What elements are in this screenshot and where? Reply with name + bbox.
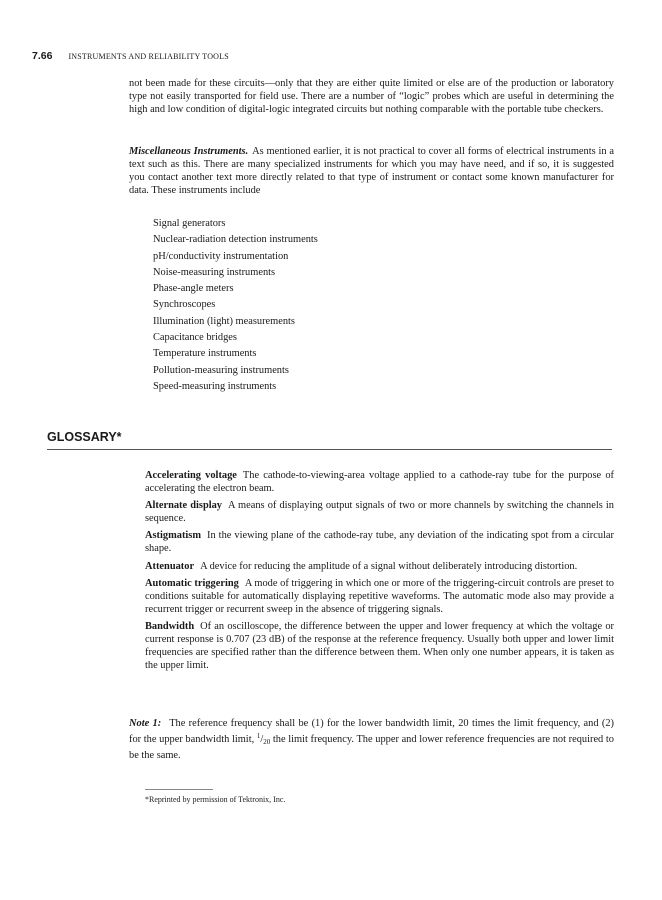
list-item: Pollution-measuring instruments: [153, 364, 289, 376]
list-item: Nuclear-radiation detection instruments: [153, 234, 318, 246]
glossary-divider: [47, 449, 612, 450]
glossary-term: Astigmatism: [145, 530, 201, 542]
glossary-entry: [145, 577, 614, 616]
glossary-term: Alternate display: [145, 500, 222, 512]
list-item: Illumination (light) measurements: [153, 315, 295, 327]
glossary-term: Bandwidth: [145, 620, 195, 632]
list-item: Noise-measuring instruments: [153, 266, 276, 278]
list-item: Synchroscopes: [153, 299, 216, 311]
misc-instruments-heading: Miscellaneous Instruments.: [129, 146, 249, 157]
glossary-definition: A means of displaying output signals of two or more channels by switching the channels in sequence.: [145, 500, 614, 525]
glossary-entry: [145, 620, 614, 672]
fraction-one-twentieth: $^1/_{20}$: [256, 732, 271, 747]
glossary-heading: GLOSSARY*: [47, 430, 122, 444]
glossary-term: Attenuator: [145, 560, 195, 572]
glossary-entry: [145, 529, 614, 555]
fraction-denominator: 20: [263, 738, 271, 747]
list-item: pH/conductivity instrumentation: [153, 250, 289, 262]
note-label: Note 1:: [129, 718, 162, 729]
footnote-divider: [145, 789, 213, 790]
list-item: Capacitance bridges: [153, 332, 237, 344]
glossary-definition: The cathode-to-viewing-area voltage applied to a cathode-ray tube for the purpose of accelerating the electron beam.: [145, 470, 615, 495]
bandwidth-note: [129, 717, 614, 762]
page-number: 7.66: [32, 50, 53, 62]
misc-instruments-text: As mentioned earlier, it is not practical to cover all forms of electrical instruments in a text such as this. There are many specialized instruments for which you may have need, and if so, it is suggested you contact another text more directly related to that type of instrument or contact some known manufacturer for data. These instruments include: [129, 146, 614, 197]
glossary-definition: Of an oscilloscope, the difference between the upper and lower frequency at which the voltage or current response is 0.707 (23 dB) of the response at the reference frequency. Usually both upper and lower limit frequencies are specified rather than the difference between them. When only one number appears, it is taken as the upper limit.: [145, 620, 614, 672]
list-item: Speed-measuring instruments: [153, 380, 277, 392]
list-item: Signal generators: [153, 218, 226, 229]
glossary-definition: A mode of triggering in which one or more of the triggering-circuit controls are preset to conditions suitable for automatically displaying repetitive waveforms. The automatic mode also may provide a recurrent trigger or recurrent sweep in the absence of triggering signals.: [145, 577, 614, 615]
footnote: *Reprinted by permission of Tektronix, Inc.: [145, 795, 286, 804]
glossary-definition: A device for reducing the amplitude of a signal without deliberately introducing distortion.: [200, 560, 578, 572]
fraction-numerator: 1: [256, 732, 261, 741]
misc-instruments-paragraph: [129, 145, 614, 197]
glossary-entry: [145, 469, 614, 495]
list-item: Phase-angle meters: [153, 283, 234, 295]
glossary-entries: [145, 469, 614, 676]
glossary-definition: In the viewing plane of the cathode-ray tube, any deviation of the indicating spot from a circular shape.: [145, 530, 614, 555]
running-head: [32, 46, 632, 64]
glossary-term: Automatic triggering: [145, 577, 239, 589]
note-text-after: the limit frequency. The upper and lower reference frequencies are not required to be the same.: [129, 734, 614, 762]
note-text-before: The reference frequency shall be (1) for the lower bandwidth limit, 20 times the limit frequency, and (2) for the upper bandwidth limit,: [129, 718, 614, 746]
instrument-list: [153, 216, 318, 395]
intro-paragraph: not been made for these circuits—only that they are either quite limited or else are of the production or laboratory type not easily transported for field use. There are a number of “logic” probes which are useful in determining the high and low condition of digital-logic integrated circuits but nothing comparable with the portable tube checkers.: [129, 78, 614, 116]
glossary-term: Accelerating voltage: [145, 470, 237, 481]
list-item: Temperature instruments: [153, 348, 257, 360]
glossary-entry: [145, 499, 614, 525]
running-title: INSTRUMENTS AND RELIABILITY TOOLS: [68, 52, 229, 61]
glossary-entry: [145, 560, 614, 573]
